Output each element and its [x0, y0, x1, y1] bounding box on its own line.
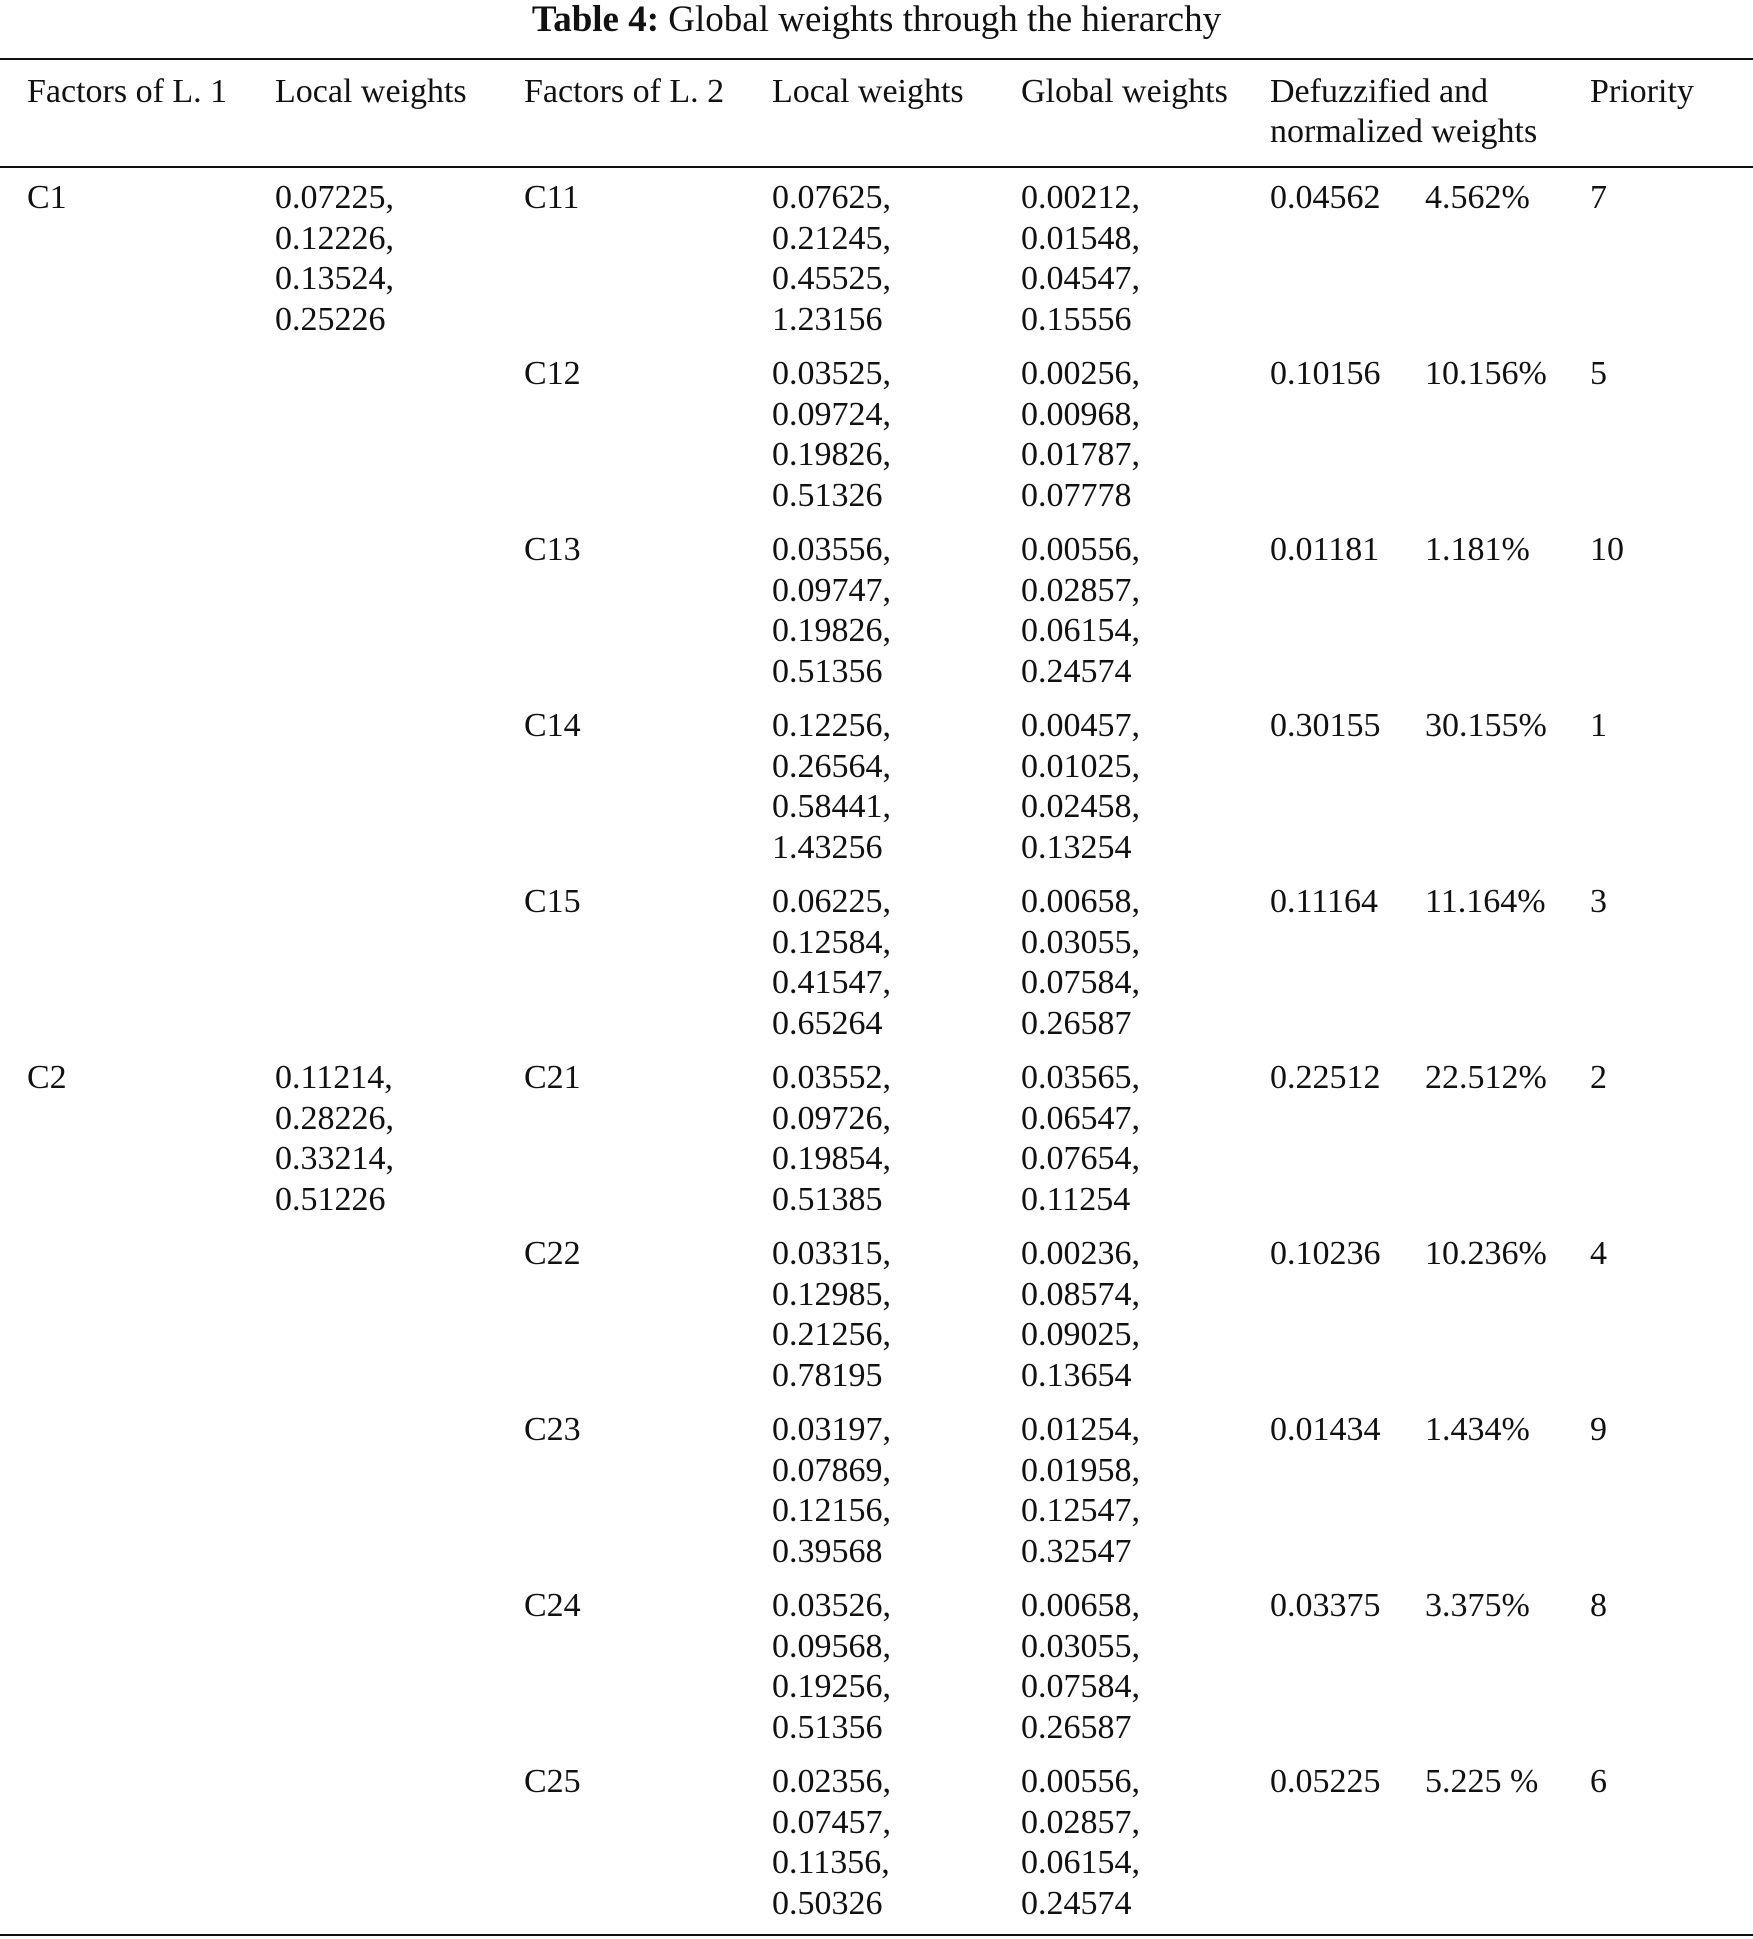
priority-cell: 6 — [1590, 1763, 1607, 1800]
factor-l2-cell: C15 — [524, 883, 581, 920]
table-row — [0, 1234, 1753, 1410]
global-weights-cell: 0.00556, 0.02857, 0.06154, 0.24574 — [1021, 1763, 1140, 1922]
defuzzified-value-cell: 0.10156 — [1270, 355, 1381, 392]
global-weights-cell: 0.00658, 0.03055, 0.07584, 0.26587 — [1021, 1587, 1140, 1746]
defuzzified-value-cell: 0.01181 — [1270, 531, 1380, 568]
normalized-percent-cell: 10.236% — [1425, 1235, 1547, 1272]
defuzzified-value-cell: 0.03375 — [1270, 1587, 1381, 1624]
local-weights-l2-cell: 0.03552, 0.09726, 0.19854, 0.51385 — [772, 1059, 891, 1218]
normalized-percent-cell: 22.512% — [1425, 1059, 1547, 1096]
table-row — [0, 1410, 1753, 1586]
priority-cell: 9 — [1590, 1411, 1607, 1448]
priority-cell: 3 — [1590, 883, 1607, 920]
local-weights-l2-cell: 0.07625, 0.21245, 0.45525, 1.23156 — [772, 179, 891, 338]
table-caption — [0, 0, 1753, 40]
local-weights-l2-cell: 0.03525, 0.09724, 0.19826, 0.51326 — [772, 355, 891, 514]
global-weights-cell: 0.00256, 0.00968, 0.01787, 0.07778 — [1021, 355, 1140, 514]
defuzzified-value-cell: 0.22512 — [1270, 1059, 1381, 1096]
normalized-percent-cell: 4.562% — [1425, 179, 1530, 216]
table-row — [0, 1586, 1753, 1762]
table-row — [0, 1762, 1753, 1938]
header-factors-l1: Factors of L. 1 — [27, 73, 228, 110]
priority-cell: 4 — [1590, 1235, 1607, 1272]
global-weights-cell: 0.00658, 0.03055, 0.07584, 0.26587 — [1021, 883, 1140, 1042]
table-row — [0, 178, 1753, 354]
local-weights-l1-cell: 0.07225, 0.12226, 0.13524, 0.25226 — [275, 179, 394, 338]
factor-l2-cell: C12 — [524, 355, 581, 392]
priority-cell: 7 — [1590, 179, 1607, 216]
factor-l2-cell: C23 — [524, 1411, 581, 1448]
factor-l2-cell: C14 — [524, 707, 581, 744]
table-row — [0, 1058, 1753, 1234]
header-local-weights-l2: Local weights — [772, 73, 964, 110]
local-weights-l2-cell: 0.03526, 0.09568, 0.19256, 0.51356 — [772, 1587, 891, 1746]
global-weights-cell: 0.00236, 0.08574, 0.09025, 0.13654 — [1021, 1235, 1140, 1394]
local-weights-l2-cell: 0.02356, 0.07457, 0.11356, 0.50326 — [772, 1763, 891, 1922]
header-global-weights: Global weights — [1021, 73, 1228, 110]
local-weights-l2-cell: 0.06225, 0.12584, 0.41547, 0.65264 — [772, 883, 891, 1042]
normalized-percent-cell: 30.155% — [1425, 707, 1547, 744]
normalized-percent-cell: 11.164% — [1425, 883, 1546, 920]
local-weights-l2-cell: 0.03315, 0.12985, 0.21256, 0.78195 — [772, 1235, 891, 1394]
factor-l2-cell: C25 — [524, 1763, 581, 1800]
local-weights-l2-cell: 0.03197, 0.07869, 0.12156, 0.39568 — [772, 1411, 891, 1570]
header-rule — [0, 166, 1753, 168]
factor-l2-cell: C11 — [524, 179, 580, 216]
table-caption-label: Table 4: — [531, 0, 660, 40]
global-weights-cell: 0.01254, 0.01958, 0.12547, 0.32547 — [1021, 1411, 1140, 1570]
defuzzified-value-cell: 0.30155 — [1270, 707, 1381, 744]
defuzzified-value-cell: 0.10236 — [1270, 1235, 1381, 1272]
priority-cell: 1 — [1590, 707, 1607, 744]
defuzzified-value-cell: 0.11164 — [1270, 883, 1378, 920]
factor-l1-cell: C1 — [27, 179, 67, 216]
normalized-percent-cell: 10.156% — [1425, 355, 1547, 392]
header-priority: Priority — [1590, 73, 1694, 110]
priority-cell: 10 — [1590, 531, 1624, 568]
factor-l1-cell: C2 — [27, 1059, 67, 1096]
priority-cell: 5 — [1590, 355, 1607, 392]
global-weights-cell: 0.03565, 0.06547, 0.07654, 0.11254 — [1021, 1059, 1140, 1218]
normalized-percent-cell: 5.225 % — [1425, 1763, 1539, 1800]
priority-cell: 8 — [1590, 1587, 1607, 1624]
table-row — [0, 706, 1753, 882]
global-weights-cell: 0.00556, 0.02857, 0.06154, 0.24574 — [1021, 531, 1140, 690]
local-weights-l2-cell: 0.12256, 0.26564, 0.58441, 1.43256 — [772, 707, 891, 866]
factor-l2-cell: C22 — [524, 1235, 581, 1272]
bottom-rule — [0, 1934, 1753, 1936]
table-row — [0, 530, 1753, 706]
table-caption-text: Global weights through the hierarchy — [668, 0, 1222, 40]
header-defuzzified-weights: Defuzzified and normalized weights — [1270, 73, 1538, 150]
local-weights-l2-cell: 0.03556, 0.09747, 0.19826, 0.51356 — [772, 531, 891, 690]
top-rule — [0, 58, 1753, 60]
factor-l2-cell: C13 — [524, 531, 581, 568]
factor-l2-cell: C21 — [524, 1059, 581, 1096]
defuzzified-value-cell: 0.01434 — [1270, 1411, 1381, 1448]
defuzzified-value-cell: 0.04562 — [1270, 179, 1381, 216]
global-weights-cell: 0.00212, 0.01548, 0.04547, 0.15556 — [1021, 179, 1140, 338]
normalized-percent-cell: 1.434% — [1425, 1411, 1530, 1448]
local-weights-l1-cell: 0.11214, 0.28226, 0.33214, 0.51226 — [275, 1059, 394, 1218]
global-weights-cell: 0.00457, 0.01025, 0.02458, 0.13254 — [1021, 707, 1140, 866]
defuzzified-value-cell: 0.05225 — [1270, 1763, 1381, 1800]
table-row — [0, 882, 1753, 1058]
normalized-percent-cell: 1.181% — [1425, 531, 1530, 568]
header-factors-l2: Factors of L. 2 — [524, 73, 725, 110]
header-local-weights-l1: Local weights — [275, 73, 467, 110]
factor-l2-cell: C24 — [524, 1587, 581, 1624]
normalized-percent-cell: 3.375% — [1425, 1587, 1530, 1624]
table-row — [0, 354, 1753, 530]
priority-cell: 2 — [1590, 1059, 1607, 1096]
